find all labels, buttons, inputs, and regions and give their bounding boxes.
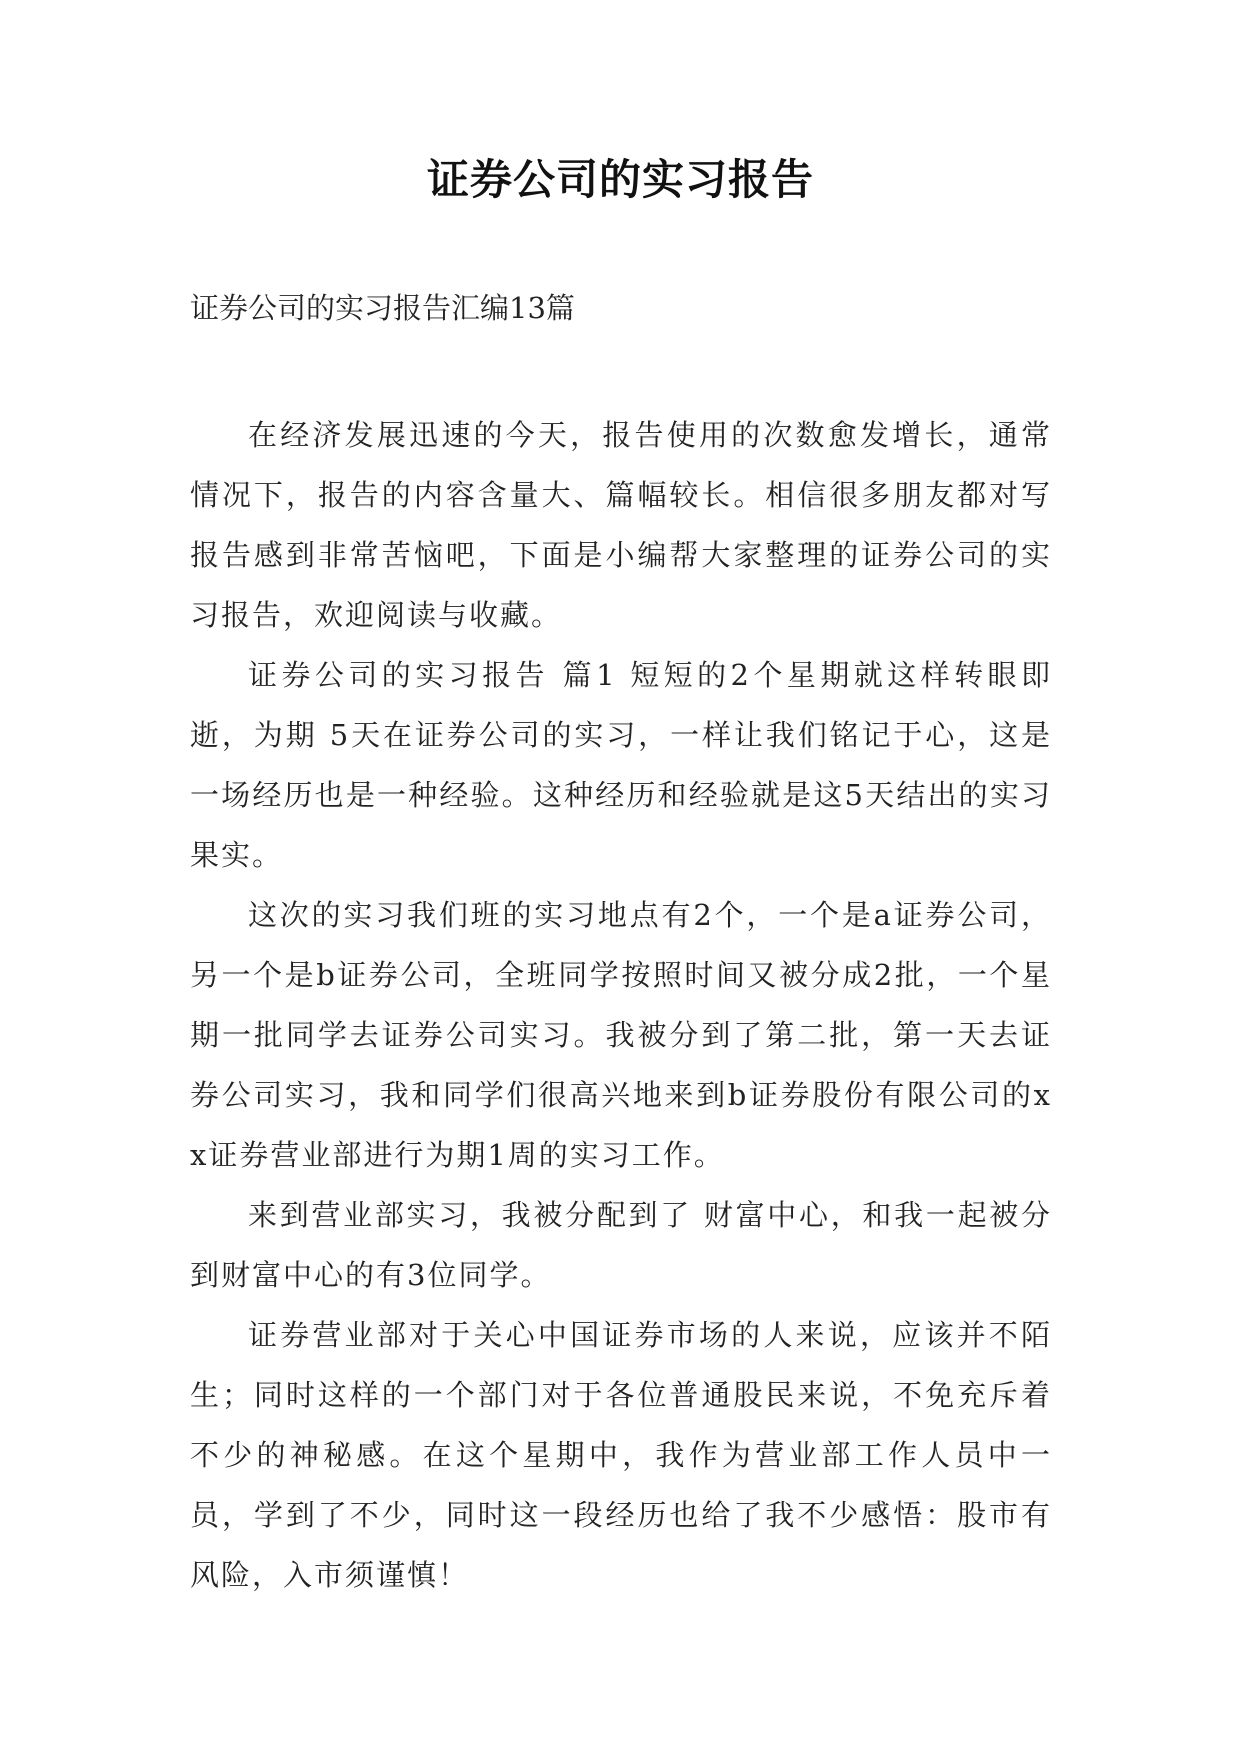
paragraph-intro: 在经济发展迅速的今天，报告使用的次数愈发增长，通常情况下，报告的内容含量大、篇幅较长。相信很多朋友都对写报告感到非常苦恼吧，下面是小编帮大家整理的证券公司的实习报告，欢迎阅读与收藏。 [190,418,1052,632]
paragraph-reflection: 证券营业部对于关心中国证券市场的人来说，应该并不陌生；同时这样的一个部门对于各位普通股民来说，不免充斥着不少的神秘感。在这个星期中，我作为营业部工作人员中一员，学到了不少，同时这一段经历也给了我不少感悟：股市有风险，入市须谨慎！ [190,1318,1052,1592]
paragraph-wealth-center: 来到营业部实习，我被分配到了 财富中心，和我一起被分到财富中心的有3位同学。 [190,1198,1052,1292]
paragraph-internship-locations: 这次的实习我们班的实习地点有2个，一个是a证券公司，另一个是b证券公司，全班同学按照时间又被分成2批，一个星期一批同学去证券公司实习。我被分到了第二批，第一天去证券公司实习，我和同学们很高兴地来到b证券股份有限公司的xx证券营业部进行为期1周的实习工作。 [190,898,1052,1172]
document-body [190,405,1052,1605]
document-title: 证券公司的实习报告 [426,155,814,204]
document-subtitle: 证券公司的实习报告汇编13篇 [190,291,575,325]
paragraph-part1-opening: 证券公司的实习报告 篇1 短短的2个星期就这样转眼即逝，为期 5天在证券公司的实习，一样让我们铭记于心，这是一场经历也是一种经验。这种经历和经验就是这5天结出的实习果实。 [190,658,1052,872]
